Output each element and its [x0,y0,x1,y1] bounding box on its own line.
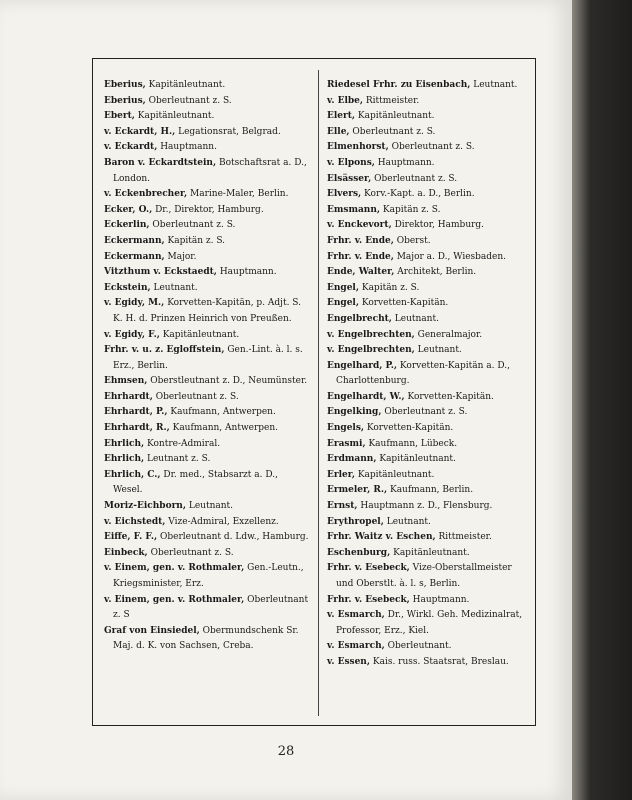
list-item [104,452,310,468]
entry-detail: Kapitänleutnant. [134,111,215,122]
list-item [327,359,527,390]
entry-name: v. Engelbrechten, [327,329,415,340]
entry-detail: Kontre-Admiral. [144,438,221,449]
entry-name: Riedesel Frhr. zu Eisenbach, [327,80,471,90]
entry-name: Emsmann, [327,204,381,215]
list-item [104,343,310,374]
entry-detail: Oberleutnant z. S [113,594,309,621]
entry-detail: Kapitän z. S. [358,282,420,293]
entry-name: Frhr. v. u. z. Egloffstein, [104,345,225,356]
list-item [327,125,527,141]
column-divider [318,70,319,716]
entry-detail: Korvetten-Kapitän. [404,391,494,402]
entry-detail: Oberleutnant z. S. [147,547,234,558]
entry-name: Ehrhardt, P., [104,407,168,418]
list-item [327,608,527,639]
entry-detail: Oberleutnant z. S. [152,391,239,402]
entry-name: Graf von Einsiedel, [104,625,200,636]
entry-detail: Hauptmann. [157,142,217,153]
entry-detail: Architekt, Berlin. [394,267,477,278]
entry-name: v. Elbe, [327,95,364,106]
list-item [104,515,310,531]
entry-name: Eberius, [104,80,146,90]
entry-name: Ende, Walter, [327,267,395,278]
entry-detail: Korvetten-Kapitän. [358,298,449,309]
entry-name: Ehrlich, [104,438,145,449]
entry-detail: Leutnant z. S. [144,454,211,465]
entry-name: Engelking, [327,407,382,418]
entry-detail: Dr., Direktor, Hamburg. [152,204,264,215]
entry-name: Elle, [327,126,350,137]
entry-name: Ehrhardt, R., [104,423,170,434]
entry-detail: Kapitänleutnant. [145,80,226,90]
entry-detail: Kapitänleutnant. [355,111,435,122]
entry-name: Eckermann, [104,251,165,262]
list-item [327,234,527,250]
entry-detail: Kapitän z. S. [380,204,441,215]
list-item [104,328,310,344]
entry-detail: Botschaftsrat a. D., London. [113,157,307,184]
entry-name: Engel, [327,298,359,309]
list-item [327,78,527,94]
entry-name: Ecker, O., [104,204,153,215]
entry-name: v. Elpons, [327,157,375,168]
entry-detail: Rittmeister. [363,95,420,106]
list-item [327,390,527,406]
entry-detail: Kapitän z. S. [164,235,226,246]
list-item [327,328,527,344]
entry-name: v. Eichstedt, [104,516,166,527]
entry-detail: Oberleutnant z. S. [381,407,468,418]
list-item [327,218,527,234]
entry-detail: Gen.-Leutn., Kriegsminister, Erz. [113,563,304,589]
entry-name: Erythropel, [327,516,384,527]
entry-name: Frhr. v. Ende, [327,251,394,262]
list-item [327,593,527,609]
entry-name: Elmenhorst, [327,142,389,153]
entry-name: Frhr. v. Esebeck, [327,594,410,605]
entry-detail: Hauptmann. [216,267,277,278]
entry-detail: Hauptmann z. D., Flensburg. [357,501,493,512]
entry-name: Baron v. Eckardtstein, [104,157,217,168]
list-item [327,94,527,110]
entry-detail: Hauptmann. [374,157,435,168]
list-item [104,281,310,297]
entry-name: Ehrlich, C., [104,469,161,480]
entry-name: v. Essen, [327,656,370,667]
entry-name: Erler, [327,469,355,480]
list-item [327,281,527,297]
entry-detail: Oberleutnant z. S. [371,173,458,184]
entry-name: Ehrhardt, [104,391,153,402]
page-number: 28 [277,744,295,759]
entry-name: Ernst, [327,501,358,512]
entry-detail: Korvetten-Kapitän, p. Adjt. S. K. H. d. Prinzen Heinrich von Preußen. [113,298,302,324]
list-item [104,125,310,141]
list-item [327,109,527,125]
entry-name: v. Eckardt, H., [104,126,176,137]
entry-detail: Kaufmann, Lübeck. [365,438,458,449]
entry-detail: Kaufmann, Antwerpen. [167,407,276,418]
entry-name: v. Einem, gen. v. Rothmaler, [104,594,245,605]
entry-name: Engels, [327,423,365,434]
entry-detail: Leutnant. [414,345,462,356]
entry-detail: Leutnant. [150,282,198,293]
entry-name: v. Engelbrechten, [327,345,415,356]
list-item [327,483,527,499]
list-item [327,187,527,203]
list-item [327,437,527,453]
entry-name: Engelhardt, W., [327,391,405,402]
entry-detail: Leutnant. [391,313,439,324]
list-item [327,156,527,172]
entry-detail: Marine-Maler, Berlin. [187,189,289,200]
entry-detail: Korv.-Kapt. a. D., Berlin. [361,189,475,200]
list-item [104,218,310,234]
list-item [327,561,527,592]
entry-detail: Generalmajor. [414,329,483,340]
entry-detail: Oberst. [393,235,431,246]
entry-name: Eiffe, F. F., [104,532,158,543]
list-item [104,203,310,219]
list-item [104,499,310,515]
entry-name: Ehrlich, [104,454,145,465]
list-item [327,265,527,281]
entry-detail: Major a. D., Wiesbaden. [393,251,507,262]
entry-name: Frhr. Waitz v. Eschen, [327,532,436,543]
list-item [327,499,527,515]
entry-name: Ermeler, R., [327,485,388,496]
entry-detail: Dr. med., Stabsarzt a. D., Wesel. [113,469,278,496]
entry-detail: Vize-Oberstallmeister und Oberstlt. à. l. s, Berlin. [336,563,512,589]
list-item [104,390,310,406]
entry-name: Elvers, [327,189,362,200]
entry-name: v. Egidy, F., [104,329,160,340]
list-item [104,468,310,499]
list-item [104,405,310,421]
list-item [104,94,310,110]
entry-name: Elsässer, [327,173,372,184]
list-item [327,312,527,328]
list-item [327,546,527,562]
list-item [327,296,527,312]
entry-detail: Oberleutnant d. Ldw., Hamburg. [157,532,309,543]
list-item [327,530,527,546]
list-item [327,639,527,655]
entry-detail: Hauptmann. [409,594,470,605]
entry-detail: Kapitänleutnant. [159,329,240,340]
list-item [327,140,527,156]
entry-detail: Vize-Admiral, Exzellenz. [165,516,279,527]
list-item [104,109,310,125]
list-item [327,343,527,359]
list-item [327,405,527,421]
list-item [104,374,310,390]
list-item [327,250,527,266]
entry-name: Engelhard, P., [327,360,398,371]
entry-name: v. Egidy, M., [104,298,165,309]
entry-name: Elert, [327,111,356,122]
list-item [104,296,310,327]
entry-name: v. Eckardt, [104,142,158,153]
entry-name: Erasmi, [327,438,366,449]
entry-detail: Direktor, Hamburg. [391,220,485,231]
entry-detail: Dr., Wirkl. Geh. Medizinalrat, Professor, Erz., Kiel. [336,610,523,636]
list-item [104,78,310,94]
list-item [327,452,527,468]
entry-name: Eckerlin, [104,220,150,231]
entry-name: Moriz-Eichborn, [104,501,186,512]
entry-detail: Leutnant. [470,80,518,90]
entry-detail: Rittmeister. [435,532,492,543]
list-item [104,437,310,453]
entry-name: v. Eckenbrecher, [104,189,188,200]
list-item [104,530,310,546]
entry-detail: Kais. russ. Staatsrat, Breslau. [370,656,509,667]
list-item [104,561,310,592]
entry-name: Frhr. v. Esebeck, [327,563,410,574]
entry-name: Frhr. v. Ende, [327,235,394,246]
list-item [104,624,310,655]
entry-detail: Kaufmann, Antwerpen. [169,423,279,434]
entry-detail: Obermundschenk Sr. Maj. d. K. von Sachsen, Creba. [113,625,299,652]
entry-name: Eckermann, [104,235,165,246]
entry-detail: Kapitänleutnant. [376,454,456,465]
book-binding-edge [572,0,632,800]
entry-detail: Kapitänleutnant. [354,469,435,480]
entry-detail: Oberleutnant z. S. [388,142,475,153]
entry-name: Eckstein, [104,282,151,293]
entry-name: v. Esmarch, [327,610,385,621]
list-item [327,515,527,531]
entry-detail: Leutnant. [383,516,431,527]
entry-name: Eschenburg, [327,547,391,558]
list-item [104,234,310,250]
entry-name: Einbeck, [104,547,148,558]
left-column [104,78,310,655]
entry-detail: Oberstleutnant z. D., Neumünster. [147,376,308,387]
entry-detail: Oberleutnant z. S. [145,95,232,106]
list-item [104,140,310,156]
entry-detail: Gen.-Lint. à. l. s. Erz., Berlin. [113,345,303,371]
entry-name: v. Enckevort, [327,220,392,231]
entry-name: Erdmann, [327,454,377,465]
entry-detail: Oberleutnant z. S. [349,126,436,137]
entry-detail: Oberleutnant. [384,641,452,652]
list-item [327,172,527,188]
entry-detail: Legationsrat, Belgrad. [175,126,281,137]
list-item [104,265,310,281]
entry-detail: Kaufmann, Berlin. [387,485,474,496]
entry-name: Eberius, [104,95,146,106]
entry-name: Vitzthum v. Eckstaedt, [104,267,217,278]
entry-detail: Oberleutnant z. S. [149,220,236,231]
entry-name: v. Einem, gen. v. Rothmaler, [104,563,245,574]
entry-detail: Major. [164,251,197,262]
list-item [104,593,310,624]
list-item [327,421,527,437]
list-item [104,250,310,266]
list-item [327,203,527,219]
list-item [104,421,310,437]
entry-detail: Korvetten-Kapitän a. D., Charlottenburg. [336,360,511,387]
right-column [327,78,527,671]
entry-name: Ehmsen, [104,376,148,387]
list-item [104,546,310,562]
list-item [327,468,527,484]
list-item [104,187,310,203]
entry-name: Engelbrecht, [327,313,392,324]
list-item [104,156,310,187]
entry-detail: Kapitänleutnant. [390,547,470,558]
list-item [327,655,527,671]
entry-name: Ebert, [104,111,135,122]
entry-detail: Leutnant. [186,501,234,512]
entry-name: Engel, [327,282,359,293]
entry-name: v. Esmarch, [327,641,385,652]
entry-detail: Korvetten-Kapitän. [364,423,454,434]
